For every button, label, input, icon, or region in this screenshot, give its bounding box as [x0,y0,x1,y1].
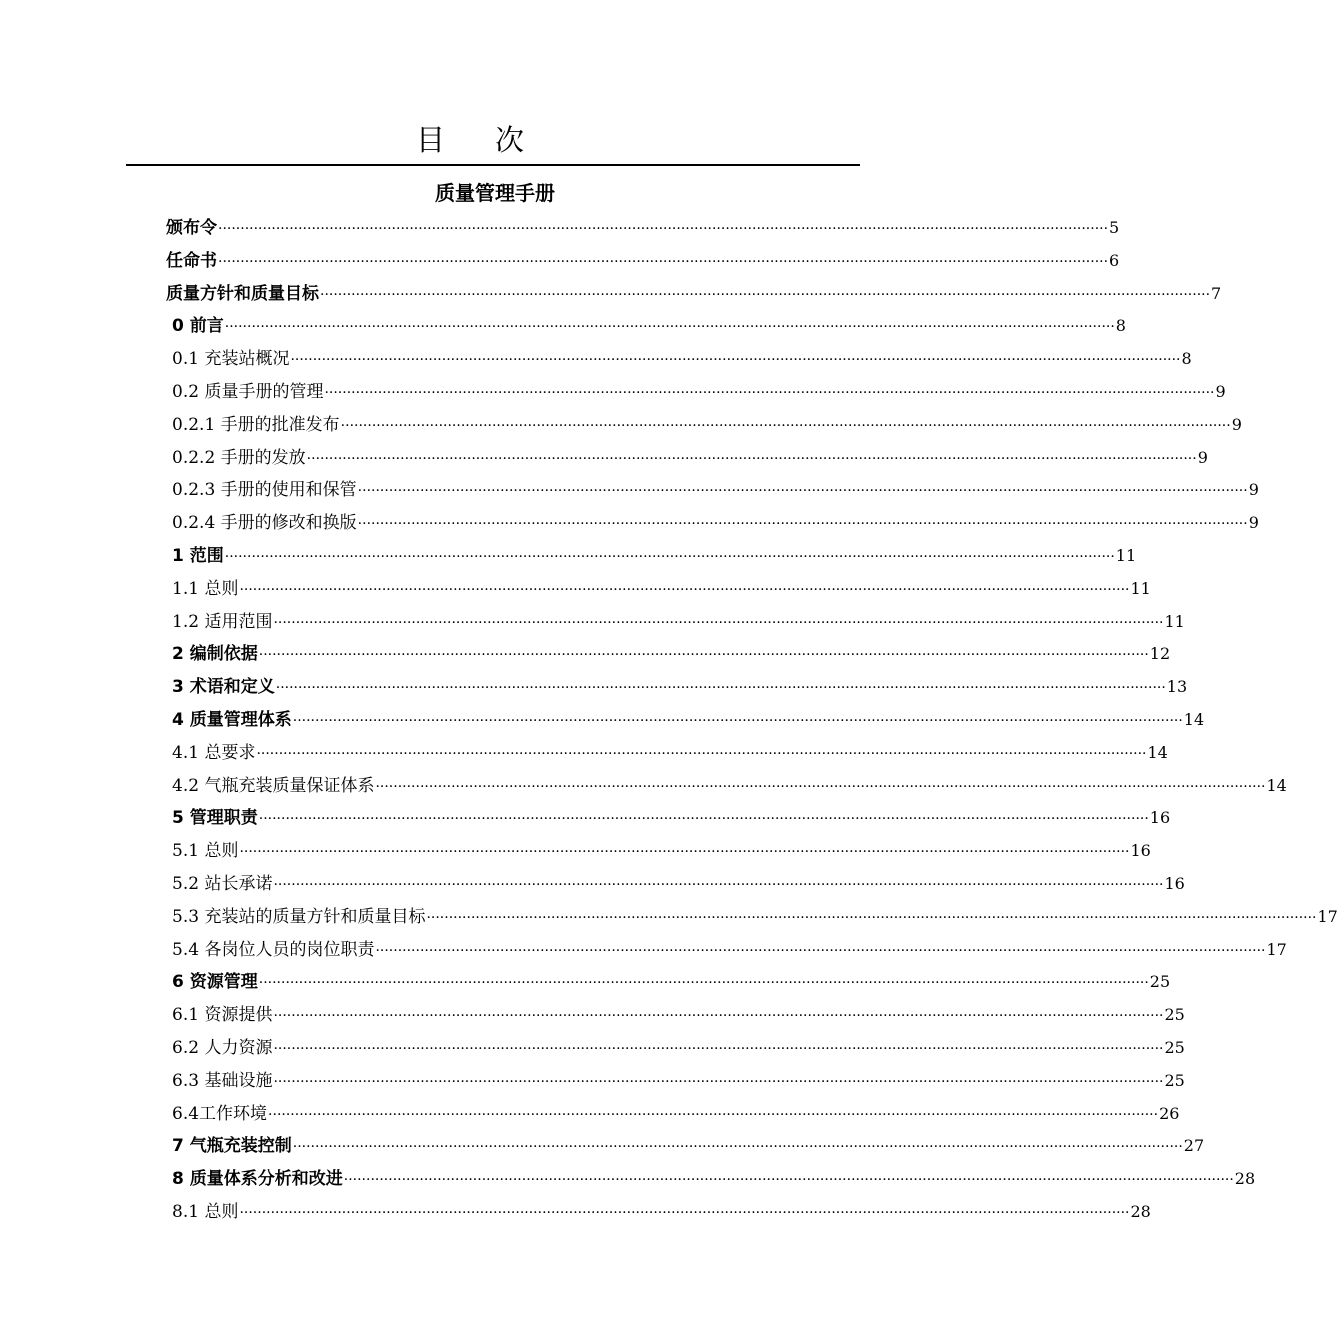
toc-entry-label: 5 管理职责 [172,808,258,829]
toc-entry[interactable] [166,277,1222,310]
toc-entry-label: 2 编制依据 [172,644,258,665]
toc-entry-page-number: 9 [1215,382,1226,401]
toc-entry[interactable] [172,473,1259,506]
toc-entry-page-number: 26 [1159,1103,1180,1123]
toc-dot-leader: ········································································································································································································ [258,975,1149,992]
toc-dot-leader: ········································································································································································································ [426,909,1317,926]
toc-entry-label: 6.4工作环境 [172,1103,268,1124]
toc-dot-leader: ········································································································································································································ [275,680,1166,697]
toc-dot-leader: ········································································································································································································ [292,713,1183,729]
toc-entry-page-number: 25 [1164,1038,1185,1057]
toc-entry-label: 0.1 充装站概况 [172,349,290,370]
toc-entry[interactable] [172,867,1185,900]
toc-dot-leader: ········································································································································································································ [343,1172,1234,1189]
toc-entry[interactable] [172,801,1171,834]
toc-entry[interactable] [172,703,1205,736]
toc-entry-label: 8.1 总则 [172,1202,239,1222]
toc-entry-page-number: 28 [1234,1169,1256,1189]
toc-entry-page-number: 9 [1197,447,1208,467]
toc-entry-page-number: 7 [1211,283,1222,303]
toc-entry[interactable] [172,1195,1151,1228]
toc-entry-label: 7 气瓶充装控制 [172,1136,292,1157]
toc-dot-leader: ········································································································································································································ [290,352,1181,369]
toc-entry-page-number: 11 [1164,611,1185,631]
toc-dot-leader: ········································································································································································································ [320,286,1211,303]
toc-dot-leader: ········································································································································································································ [273,1073,1164,1090]
toc-entry-label: 6 资源管理 [172,972,258,993]
toc-dot-leader: ········································································································································································································ [375,942,1266,959]
toc-entry[interactable] [172,441,1208,474]
toc-entry[interactable] [172,572,1151,605]
toc-entry-page-number: 11 [1115,546,1137,565]
toc-entry-label: 0.2.3 手册的使用和保管 [172,480,357,501]
toc-dot-leader: ········································································································································································································ [357,483,1248,500]
toc-entry[interactable] [166,244,1120,277]
toc-entry-page-number: 9 [1248,480,1259,500]
toc-dot-leader: ········································································································································································································ [340,417,1231,434]
toc-dot-leader: ········································································································································································································ [239,1205,1130,1221]
toc-dot-leader: ········································································································································································································ [273,1008,1164,1025]
toc-entry[interactable] [172,998,1185,1031]
toc-entry[interactable] [172,1064,1185,1097]
toc-entry[interactable] [172,900,1338,933]
toc-entry[interactable] [172,769,1287,802]
toc-dot-leader: ········································································································································································································ [273,1041,1164,1057]
toc-dot-leader: ········································································································································································································ [218,221,1109,237]
toc-dot-leader: ········································································································································································································ [239,581,1130,598]
toc-dot-leader: ········································································································································································································ [256,745,1147,762]
toc-entry-page-number: 16 [1130,841,1151,861]
toc-entry[interactable] [172,1162,1256,1195]
toc-entry[interactable] [172,309,1126,342]
toc-entry-page-number: 16 [1164,874,1185,893]
toc-dot-leader: ········································································································································································································ [324,385,1215,401]
toc-dot-leader: ········································································································································································································ [218,253,1109,270]
toc-entry-page-number: 11 [1130,578,1151,598]
toc-entry-label: 6.3 基础设施 [172,1070,273,1091]
toc-entry-label: 任命书 [166,250,217,271]
toc-entry-page-number: 5 [1109,218,1120,237]
toc-entry-page-number: 9 [1231,414,1242,434]
toc-entry[interactable] [172,1031,1185,1064]
toc-dot-leader: ········································································································································································································ [292,1139,1183,1156]
toc-entry-label: 0.2.1 手册的批准发布 [172,414,340,435]
toc-entry[interactable] [172,408,1242,441]
toc-entry[interactable] [172,605,1185,638]
toc-entry-label: 0.2.2 手册的发放 [172,447,306,468]
toc-entry-label: 0.2 质量手册的管理 [172,382,324,402]
toc-dot-leader: ········································································································································································································ [273,614,1164,631]
toc-entry-page-number: 8 [1181,349,1192,369]
toc-entry-label: 0 前言 [172,316,224,337]
toc-entry-label: 6.1 资源提供 [172,1005,273,1026]
toc-entry-page-number: 25 [1164,1070,1185,1090]
toc-entry[interactable] [172,965,1171,998]
toc-entry-page-number: 16 [1149,808,1171,828]
toc-dot-leader: ········································································································································································································ [258,647,1149,664]
toc-entry-page-number: 8 [1115,316,1126,336]
toc-entry-label: 1 范围 [172,546,224,566]
toc-entry-label: 4.2 气瓶充装质量保证体系 [172,775,375,796]
toc-entry-page-number: 14 [1147,742,1168,762]
toc-dot-leader: ········································································································································································································ [224,549,1115,565]
toc-entry-page-number: 6 [1109,250,1120,270]
toc-dot-leader: ········································································································································································································ [357,516,1248,533]
toc-entry[interactable] [172,375,1226,408]
toc-entry-page-number: 14 [1266,775,1287,795]
toc-entry-page-number: 17 [1266,939,1287,959]
toc-dot-leader: ········································································································································································································ [239,844,1130,861]
toc-dot-leader: ········································································································································································································ [258,811,1149,828]
toc-entry-label: 5.4 各岗位人员的岗位职责 [172,939,375,960]
toc-entry-label: 6.2 人力资源 [172,1038,273,1058]
toc-entry-label: 4 质量管理体系 [172,710,292,730]
toc-dot-leader: ········································································································································································································ [268,1106,1159,1123]
toc-entry[interactable] [172,637,1171,670]
toc-dot-leader: ········································································································································································································ [306,450,1197,467]
toc-entry-label: 1.2 适用范围 [172,611,273,632]
toc-entry-page-number: 9 [1248,513,1259,533]
toc-entry[interactable] [172,539,1137,572]
toc-entry-label: 5.2 站长承诺 [172,874,273,894]
toc-entry[interactable] [172,506,1259,539]
toc-entry-page-number: 25 [1149,972,1171,992]
toc-entry[interactable] [166,211,1120,244]
manual-subtitle: 质量管理手册 [435,181,555,205]
toc-entry[interactable] [172,933,1287,966]
toc-entry-label: 质量方针和质量目标 [166,283,319,304]
toc-entry-page-number: 25 [1164,1005,1185,1025]
page-title: 目次 [415,123,574,157]
toc-dot-leader: ········································································································································································································ [224,319,1115,336]
toc-entry-page-number: 14 [1183,710,1205,729]
toc-entry-label: 颁布令 [166,218,217,238]
toc-entry-page-number: 17 [1317,906,1338,926]
toc-entry-label: 0.2.4 手册的修改和换版 [172,513,357,534]
toc-entry[interactable] [172,342,1192,375]
toc-dot-leader: ········································································································································································································ [375,778,1266,795]
toc-entry-label: 5.1 总则 [172,841,239,862]
toc-dot-leader: ········································································································································································································ [273,877,1164,893]
toc-entry-page-number: 28 [1130,1202,1151,1221]
toc-entry-label: 1.1 总则 [172,578,239,599]
toc-entry-page-number: 13 [1166,677,1188,697]
toc-entry-label: 8 质量体系分析和改进 [172,1169,343,1190]
toc-entry-page-number: 12 [1149,644,1171,664]
toc-entry-label: 3 术语和定义 [172,677,275,698]
title-divider [126,164,860,166]
toc-entry[interactable] [172,1129,1205,1162]
toc-entry[interactable] [172,1097,1180,1130]
toc-entry-page-number: 27 [1183,1136,1205,1156]
toc-entry[interactable] [172,670,1188,703]
toc-entry[interactable] [172,834,1151,867]
toc-entry-label: 5.3 充装站的质量方针和质量目标 [172,906,426,927]
toc-entry[interactable] [172,736,1168,769]
toc-entry-label: 4.1 总要求 [172,742,256,763]
